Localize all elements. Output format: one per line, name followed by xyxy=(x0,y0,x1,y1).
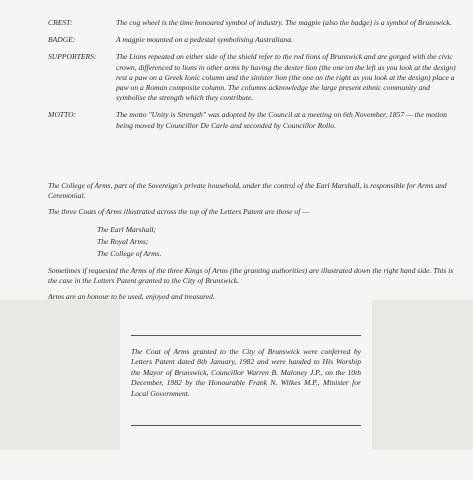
grant-statement: The Coat of Arms granted to the City of Brunswick were conferred by Letters Patent dated 8th January, 1982 and were handed to His Worship the Mayor of Brunswick, Councillor Warren B. Maloney J.P., on the 10th December, 1982 by the Honourable Frank N. Wilkes M.P., Minister for Local Government. xyxy=(131,347,361,398)
bottom-rule xyxy=(131,425,361,426)
arms-list xyxy=(97,224,161,260)
definitions-list xyxy=(48,18,458,138)
bleed-through-left xyxy=(0,300,120,450)
definition-supporters xyxy=(48,52,458,103)
arms-list-item: The Earl Marshall; xyxy=(97,225,157,234)
paragraph-three-coats: The three Coats of Arms illustrated across the top of the Letters Patent are those of — xyxy=(48,207,309,216)
bleed-through-right xyxy=(372,300,473,450)
definition-text: The cog wheel is the time honoured symbol of industry. The magpie (also the badge) is a symbol of Brunswick. xyxy=(116,18,452,27)
definition-crest xyxy=(48,18,458,28)
definition-text: The Lions repeated on either side of the shield refer to the red lions of Brunswick and are gorged with the civic crown, differenced to lions in other arms by having the dexter lion (the one on the left as you look at the design) rest a paw on a Greek Ionic column and the sinister lion (the one on the right as you look at the design) place a paw on a Roman composite column. The columns acknowledge the large present ethnic community and symbolise the strength which they contribute. xyxy=(116,52,456,103)
arms-list-item: The College of Arms. xyxy=(97,249,162,258)
paragraph-honour: Arms are an honour to be used, enjoyed and treasured. xyxy=(48,292,215,301)
term-label: CREST: xyxy=(48,18,73,27)
term-label: MOTTO: xyxy=(48,110,77,120)
definition-text: The motto "Unity is Strength" was adopted by the Council at a meeting on 6th November, 1857 — the motion being moved by Councillor De Carle and seconded by Councillor Rollo. xyxy=(116,110,447,130)
definition-badge xyxy=(48,35,458,45)
paragraph-college-of-arms: The College of Arms, part of the Sovereign's private household, under the control of the Earl Marshall, is responsible for Arms and Ceremonial. xyxy=(48,181,447,201)
definition-text: A magpie mounted on a pedestal symbolising Australiana. xyxy=(116,35,293,45)
arms-list-item: The Royal Arms; xyxy=(97,237,149,246)
term-label: SUPPORTERS: xyxy=(48,52,97,62)
term-label: BADGE: xyxy=(48,35,76,45)
definition-motto xyxy=(48,110,458,130)
top-rule xyxy=(131,335,361,336)
paragraph-kings-of-arms: Sometimes if requested the Arms of the three Kings of Arms (the granting authorities) are illustrated down the right hand side. This is the case in the Letters Patent granted to the City of Brunswick. xyxy=(48,266,454,286)
